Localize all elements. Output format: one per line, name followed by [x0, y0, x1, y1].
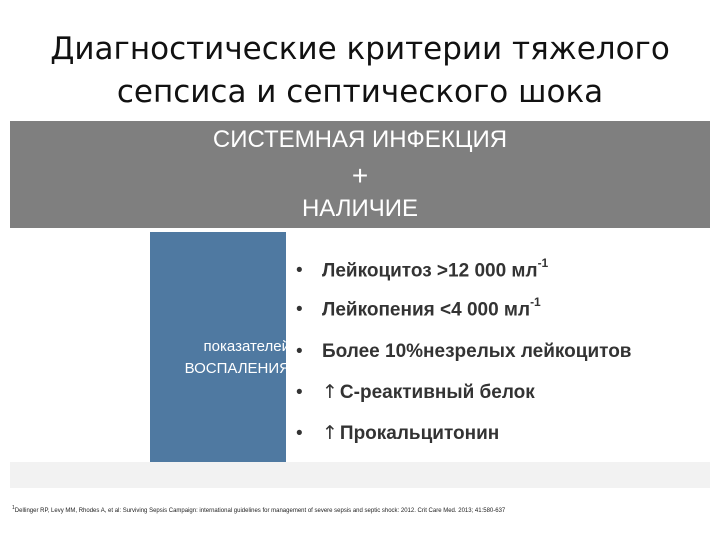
- criteria-superscript: -1: [530, 295, 541, 309]
- systemic-infection-banner: [10, 121, 710, 228]
- arrow-up-icon: ↑: [322, 381, 338, 403]
- criteria-item-crp: [296, 381, 535, 404]
- criteria-text: Прокальцитонин: [339, 423, 500, 444]
- bullet-icon: •: [296, 423, 303, 444]
- bullet-icon: •: [296, 341, 303, 362]
- banner-line-3: НАЛИЧИЕ: [301, 195, 419, 222]
- criteria-item-leukopenia: [296, 297, 541, 321]
- inflammation-label-line-2: ВОСПАЛЕНИЯ: [184, 360, 290, 377]
- footnote-text: Dellinger RP, Levy MM, Rhodes A, et al: Surviving Sepsis Campaign: international guidelines for management of severe sepsis and septic shock: 2012. Crit Care Med. 2013; 41:580-637: [14, 508, 506, 514]
- criteria-item-leukocytosis: [296, 258, 548, 282]
- banner-plus: +: [351, 160, 369, 191]
- title-line-2: сепсиса и септического шока: [116, 74, 604, 110]
- title-line-1: Диагностические критерии тяжелого: [50, 31, 670, 67]
- footnote: [12, 505, 505, 514]
- criteria-text: С-реактивный белок: [339, 382, 535, 403]
- footnote-marker: 1: [12, 505, 15, 511]
- criteria-text: Лейкоцитоз >12 000 мл: [322, 260, 538, 282]
- criteria-superscript: -1: [537, 256, 549, 270]
- panel-bottom-strip: [10, 462, 710, 488]
- inflammation-label-line-1: показателей: [203, 338, 290, 355]
- bullet-icon: •: [296, 260, 303, 282]
- inflammation-label: [150, 336, 290, 380]
- bullet-icon: •: [296, 299, 303, 321]
- criteria-text: Лейкопения <4 000 мл: [322, 299, 531, 321]
- arrow-up-icon: ↑: [322, 422, 338, 444]
- banner-line-1: СИСТЕМНАЯ ИНФЕКЦИЯ: [212, 126, 508, 153]
- criteria-text: Более 10%незрелых лейкоцитов: [322, 341, 632, 362]
- bullet-icon: •: [296, 382, 303, 403]
- slide-title: [0, 28, 720, 114]
- criteria-item-immature-leukocytes: [296, 341, 631, 363]
- criteria-item-procalcitonin: [296, 422, 499, 445]
